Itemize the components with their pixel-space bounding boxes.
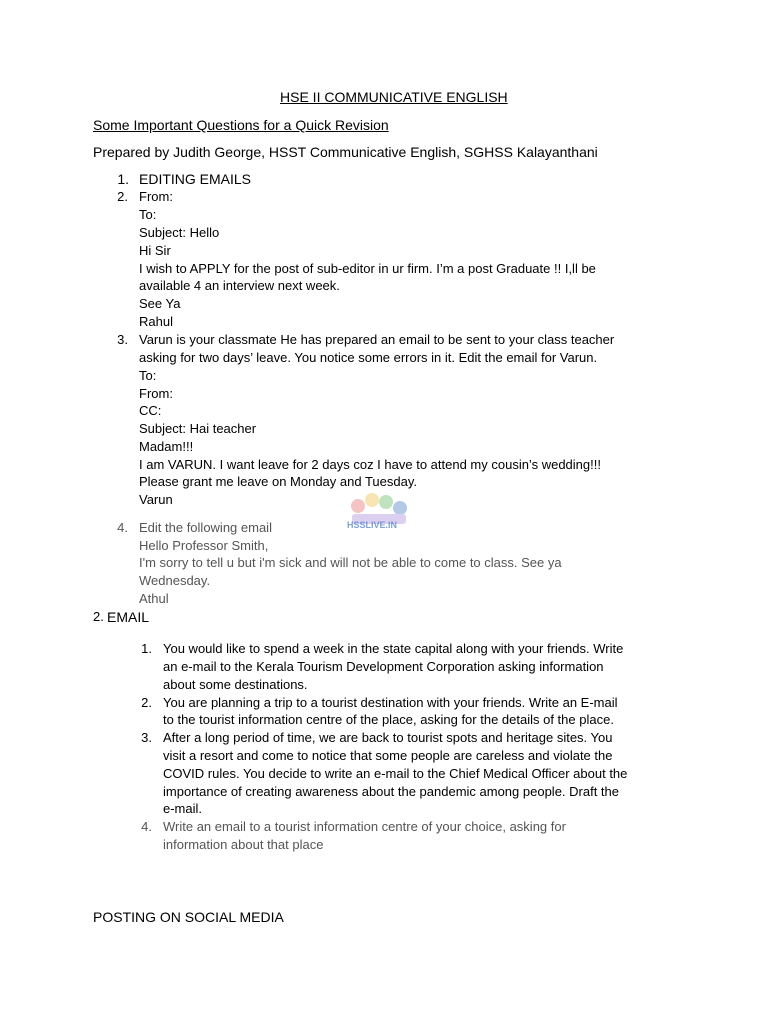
text-line: Varun — [139, 492, 173, 507]
text-line: Hi Sir — [139, 243, 171, 258]
text-line: an e-mail to the Kerala Tourism Development Corporation asking information — [163, 659, 604, 674]
item-number: 2. — [141, 695, 152, 710]
text-line: From: — [139, 386, 173, 401]
section3-heading: POSTING ON SOCIAL MEDIA — [93, 909, 284, 925]
text-line: visit a resort and come to notice that some people are careless and violate the — [163, 748, 613, 763]
text-line: Madam!!! — [139, 439, 194, 454]
text-line: You are planning a trip to a tourist destination with your friends. Write an E-mail — [163, 695, 618, 710]
page-subtitle: Some Important Questions for a Quick Revision — [93, 117, 389, 133]
text-line: CC: — [139, 403, 162, 418]
item-number: 1. — [141, 641, 152, 656]
text-line: To: — [139, 368, 157, 383]
text-line: importance of creating awareness about the pandemic among people. Draft the — [163, 784, 619, 799]
text-line: Write an email to a tourist information centre of your choice, asking for — [163, 819, 566, 834]
item-number: 3. — [141, 730, 152, 745]
page-title: HSE II COMMUNICATIVE ENGLISH — [280, 89, 508, 105]
item-number: 3. — [117, 332, 128, 347]
text-line: Subject: Hello — [139, 225, 220, 240]
section2-number: 2. — [93, 609, 104, 624]
text-line: From: — [139, 189, 173, 204]
text-line: information about that place — [163, 837, 324, 852]
text-line: to the tourist information centre of the place, asking for the details of the place. — [163, 712, 614, 727]
watermark-text: HSSLIVE.IN — [347, 520, 398, 530]
item-number: 4. — [141, 819, 152, 834]
text-line: Wednesday. — [139, 573, 211, 588]
text-line: I am VARUN. I want leave for 2 days coz I have to attend my cousin’s wedding!!! — [139, 457, 601, 472]
text-line: Athul — [139, 591, 169, 606]
text-line: Varun is your classmate He has prepared an email to be sent to your class teacher — [139, 332, 615, 347]
section2-heading: EMAIL — [107, 609, 150, 625]
section1-heading: EDITING EMAILS — [139, 171, 252, 187]
text-line: I wish to APPLY for the post of sub-editor in ur firm. I’m a post Graduate !! I,ll be — [139, 261, 596, 276]
item-number: 4. — [117, 520, 128, 535]
text-line: about some destinations. — [163, 677, 308, 692]
text-line: Hello Professor Smith, — [139, 538, 269, 553]
text-line: COVID rules. You decide to write an e-mail to the Chief Medical Officer about the — [163, 766, 628, 781]
text-line: See Ya — [139, 296, 181, 311]
text-line: Edit the following email — [139, 520, 272, 535]
text-line: I'm sorry to tell u but i'm sick and will not be able to come to class. See ya — [139, 555, 562, 570]
text-line: asking for two days’ leave. You notice some errors in it. Edit the email for Varun. — [139, 350, 598, 365]
author-line: Prepared by Judith George, HSST Communicative English, SGHSS Kalayanthani — [93, 144, 598, 160]
text-line: e-mail. — [163, 801, 203, 816]
text-line: After a long period of time, we are back to tourist spots and heritage sites. You — [163, 730, 613, 745]
text-line: Subject: Hai teacher — [139, 421, 257, 436]
text-line: You would like to spend a week in the state capital along with your friends. Write — [163, 641, 624, 656]
item-number: 2. — [117, 189, 128, 204]
text-line: Please grant me leave on Monday and Tuesday. — [139, 474, 417, 489]
text-line: To: — [139, 207, 157, 222]
section1-number: 1. — [117, 171, 129, 187]
text-line: Rahul — [139, 314, 173, 329]
text-line: available 4 an interview next week. — [139, 278, 340, 293]
